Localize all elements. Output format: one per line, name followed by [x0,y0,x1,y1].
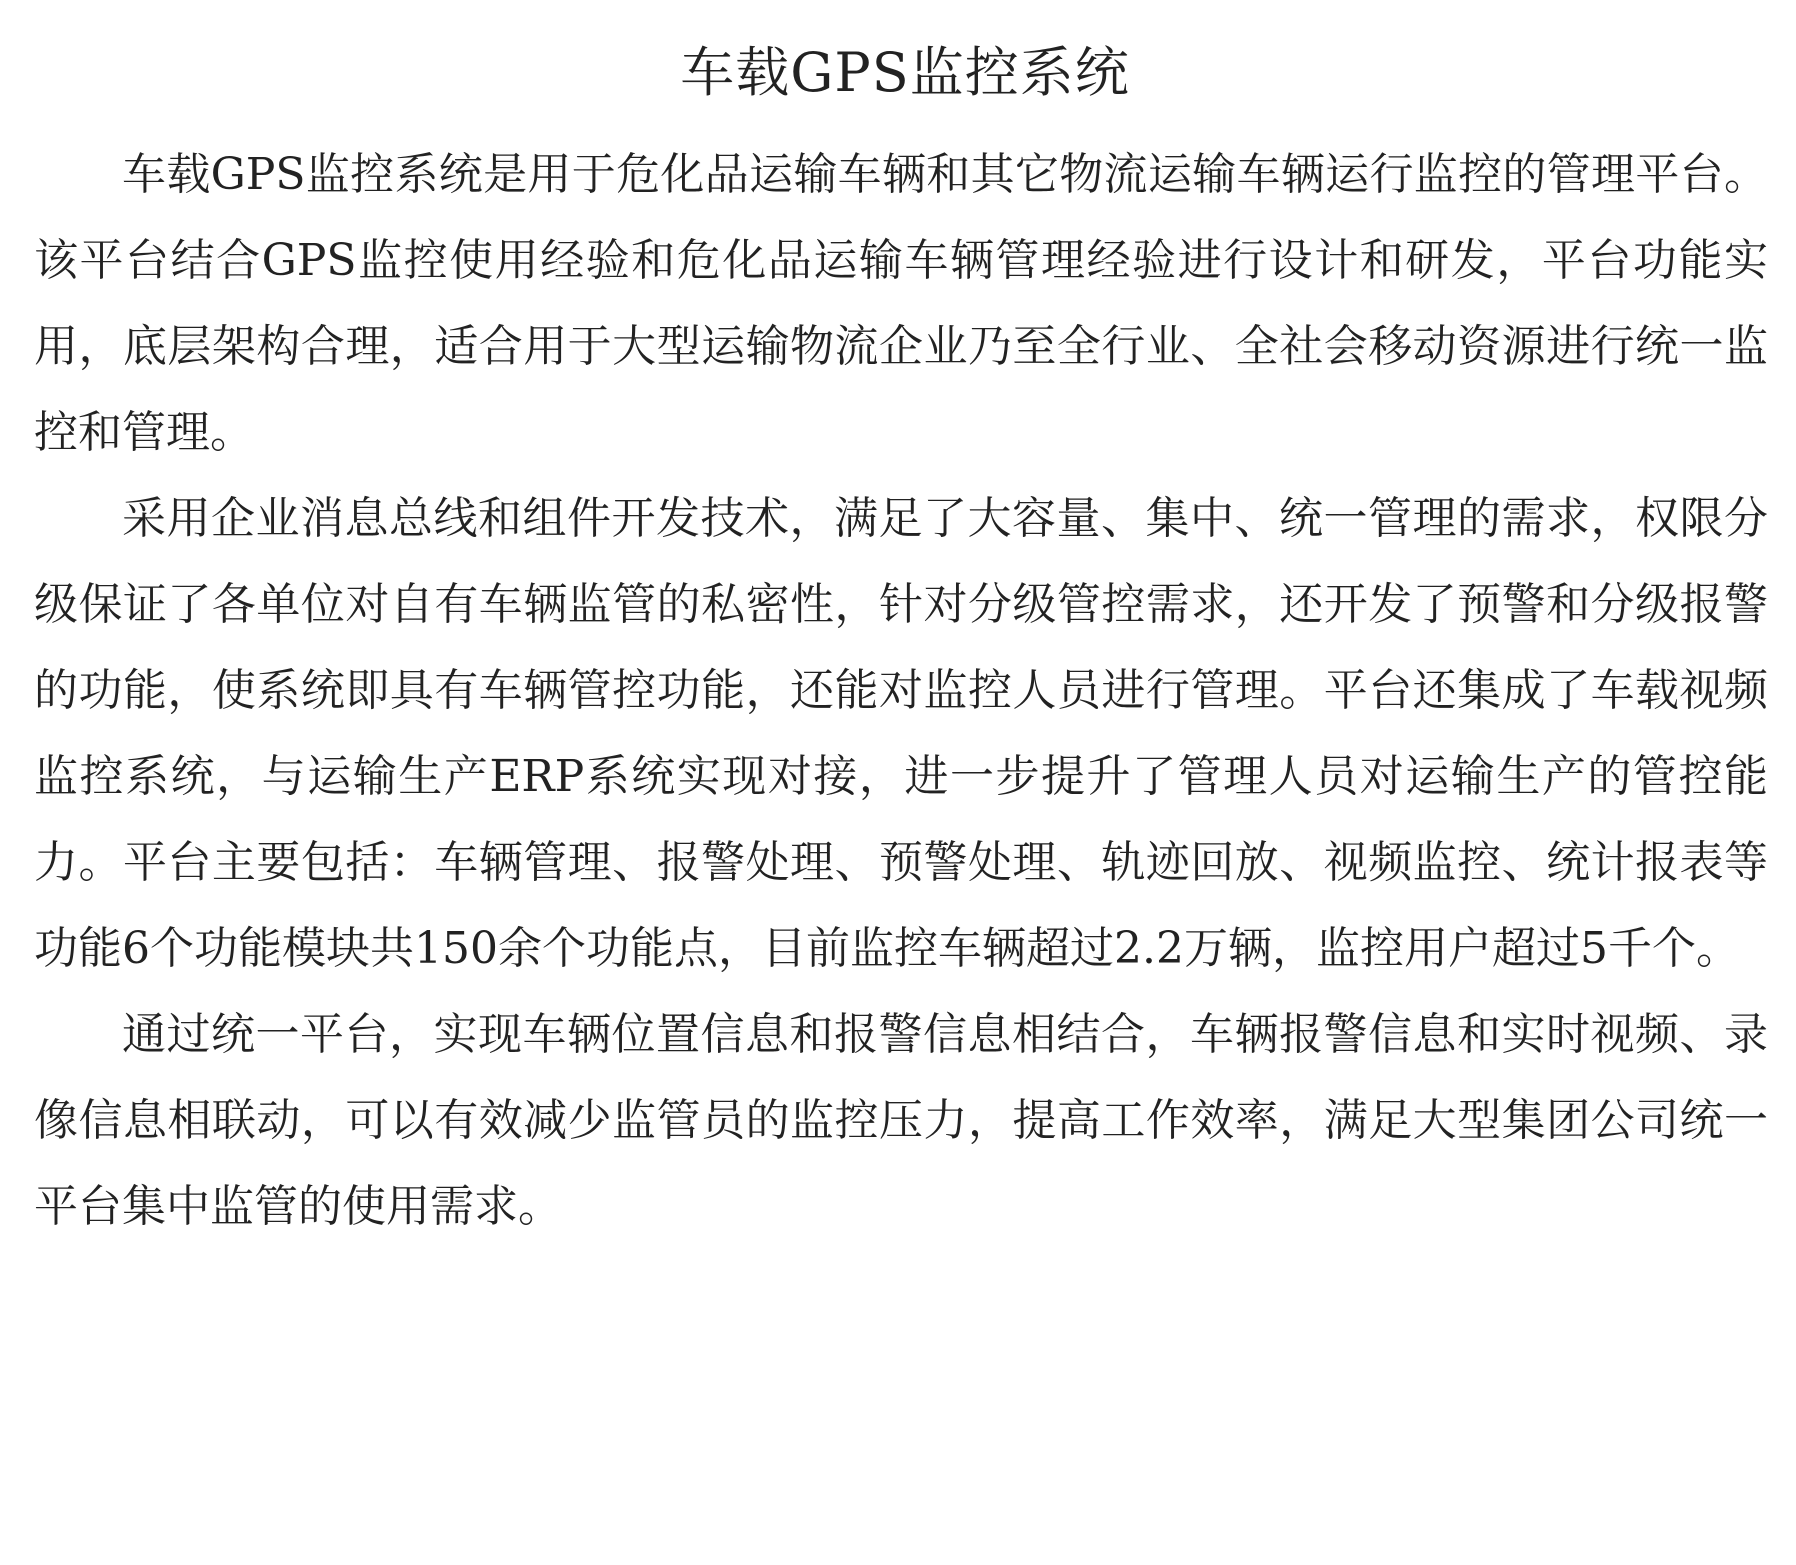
document-title: 车载GPS监控系统 [680,41,1130,104]
paragraph-benefits: 通过统一平台，实现车辆位置信息和报警信息相结合，车辆报警信息和实时视频、录像信息相联动，可以有效减少监管员的监控压力，提高工作效率，满足大型集团公司统一平台集中监管的使用需求。 [34,1009,1768,1232]
paragraph-overview: 车载GPS监控系统是用于危化品运输车辆和其它物流运输车辆运行监控的管理平台。该平台结合GPS监控使用经验和危化品运输车辆管理经验进行设计和研发，平台功能实用，底层架构合理，适合用于大型运输物流企业乃至全行业、全社会移动资源进行统一监控和管理。 [34,149,1768,458]
document-body [34,132,1768,1250]
paragraph-features: 采用企业消息总线和组件开发技术，满足了大容量、集中、统一管理的需求，权限分级保证了各单位对自有车辆监管的私密性，针对分级管控需求，还开发了预警和分级报警的功能，使系统即具有车辆管控功能，还能对监控人员进行管理。平台还集成了车载视频监控系统，与运输生产ERP系统实现对接，进一步提升了管理人员对运输生产的管控能力。平台主要包括：车辆管理、报警处理、预警处理、轨迹回放、视频监控、统计报表等功能6个功能模块共150余个功能点，目前监控车辆超过2.2万辆，监控用户超过5千个。 [34,493,1768,974]
